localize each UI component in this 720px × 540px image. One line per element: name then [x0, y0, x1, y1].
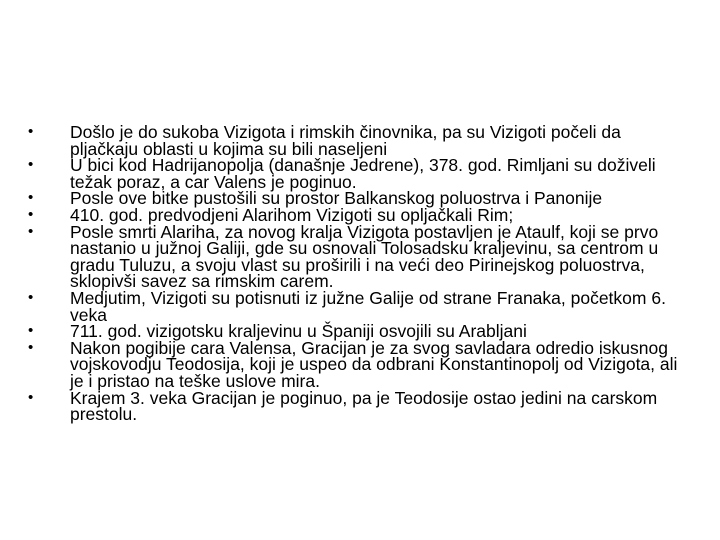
bullet-item — [28, 287, 688, 325]
bullet-item — [28, 124, 688, 157]
bullet-marker: • — [28, 205, 34, 223]
bullet-text: Nakon pogibije cara Valensa, Gracijan je za svog savladara odredio iskusnog vojskovodju Teodosija, koji je uspeo da odbrani Konstantinopolj od Vizigota, ali je i pristao na teške uslove mira. — [70, 337, 678, 391]
bullet-marker: • — [28, 222, 34, 240]
bullet-text: 410. god. predvodjeni Alarihom Vizigoti su opljačkali Rim; — [70, 204, 514, 225]
bullet-text: Posle ove bitke pustošili su prostor Balkanskog poluostrva i Panonije — [70, 188, 603, 209]
bullet-item — [28, 157, 688, 190]
bullet-marker: • — [28, 322, 34, 340]
bullet-marker: • — [28, 189, 34, 207]
bullet-list — [28, 124, 688, 423]
bullet-marker: • — [28, 338, 34, 356]
bullet-item — [28, 337, 688, 391]
bullet-item — [28, 221, 688, 292]
bullet-text: 711. god. vizigotsku kraljevinu u Španiji osvojili su Arabljani — [70, 321, 527, 342]
bullet-item — [28, 387, 688, 425]
bullet-marker: • — [28, 123, 34, 140]
bullet-text: Posle smrti Alariha, za novog kralja Vizigota postavljen je Ataulf, koji se prvo nastanio u južnoj Galiji, gde su osnovali Tolosadsku kraljevinu, sa centrom u gradu Tuluzu, a svoju vlast su proširili i na veći deo Pirinejskog poluostrva, sklopivši savez sa rimskim carem. — [70, 221, 659, 292]
bullet-marker: • — [28, 156, 34, 174]
bullet-marker: • — [28, 388, 34, 406]
bullet-marker: • — [28, 288, 34, 306]
bullet-text: Medjutim, Vizigoti su potisnuti iz južne Galije od strane Franaka, početkom 6. veka — [70, 287, 666, 325]
bullet-text: U bici kod Hadrijanopolja (današnje Jedrene), 378. god. Rimljani su doživeli težak poraz, a car Valens je poginuo. — [70, 155, 656, 192]
bullet-text: Došlo je do sukoba Vizigota i rimskih činovnika, pa su Vizigoti počeli da pljačkaju oblasti u kojima su bili naseljeni — [70, 122, 621, 159]
bullet-text: Krajem 3. veka Gracijan je poginuo, pa je Teodosije ostao jedini na carskom prestolu. — [70, 387, 658, 425]
